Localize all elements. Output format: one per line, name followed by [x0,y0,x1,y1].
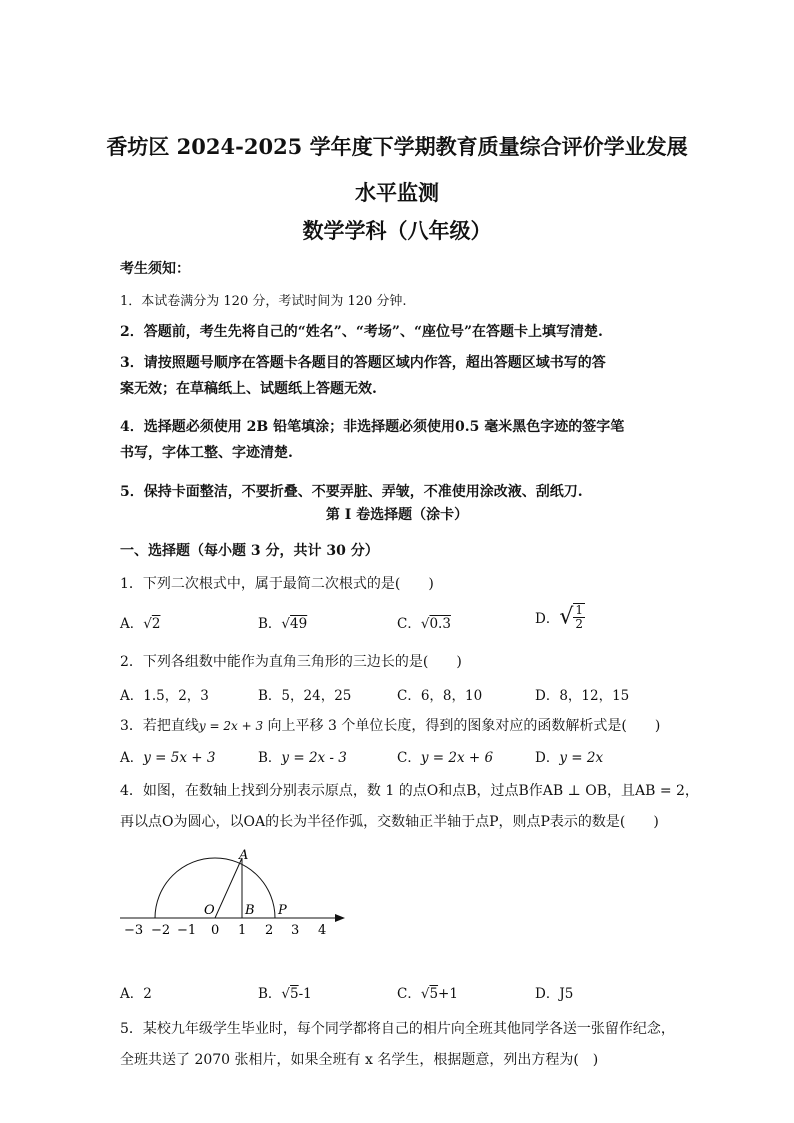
q2-option-a: A．1.5，2，3 [120,688,209,704]
q2-option-c: C．6，8，10 [397,688,483,704]
exam-title-line2: 水平监测 [355,180,439,205]
tick-label: 3 [291,923,300,938]
fraction [573,603,585,631]
q1-option-b [258,612,307,632]
radical-sign: √ [559,604,574,630]
q5-line2: 全班共送了 2070 张相片，如果全班有 x 名学生，根据题意，列出方程为( ) [120,1052,599,1068]
option-suffix: -1 [298,986,312,1002]
q4-line2: 再以点O为圆心，以OA的长为半径作弧，交数轴正半轴于点P，则点P表示的数是( ) [120,814,659,830]
tick-label: −2 [151,923,171,938]
option-expression: y = 5x + 3 [143,750,216,766]
notice-item-4-cont: 书写，字体工整、字迹清楚. [120,445,293,461]
q1-option-c [397,612,451,632]
radical-sign: √ [143,616,152,632]
option-label: C． [397,986,421,1002]
tick-label: 1 [238,923,247,938]
exam-subtitle: 数学学科（八年级） [302,218,492,243]
option-label: C． [397,616,421,632]
option-value: 2 [143,986,152,1002]
q4-line1: 4．如图，在数轴上找到分别表示原点，数 1 的点O和点B，过点B作AB ⊥ OB，且AB = 2， [120,783,699,799]
radicand: 2 [151,616,161,632]
radicand: 5 [429,986,439,1002]
q5-line1: 5．某校九年级学生毕业时，每个同学都将自己的相片向全班其他同学各送一张留作纪念， [120,1021,675,1037]
q4-option-b [258,982,312,1002]
option-expression: y = 2x [559,750,604,766]
q4-option-c [397,982,458,1002]
option-expression: y = 2x + 6 [420,750,494,766]
notice-item-1: 1．本试卷满分为 120 分，考试时间为 120 分钟. [120,294,407,309]
q3-stem-pre: 3．若把直线 [120,718,199,734]
arc [155,858,275,918]
tick-label: −1 [177,923,197,938]
section-heading: 一、选择题（每小题 3 分，共计 30 分） [120,543,379,559]
q2-option-b: B．5，24，25 [258,688,352,704]
q1-option-a [120,612,160,632]
exam-title-line1: 香坊区 2024-2025 学年度下学期教育质量综合评价学业发展 [106,134,688,159]
tick-label: 2 [265,923,274,938]
notice-item-5: 5．保持卡面整洁，不要折叠、不要弄脏、弄皱，不准使用涂改液、刮纸刀. [120,484,583,500]
q4-option-a [120,982,152,1002]
notice-heading: 考生须知： [120,261,190,277]
numerator: 1 [575,603,583,617]
radical-sign: √ [420,616,430,632]
q3-equation: y = 2x + 3 [198,719,264,733]
q3-option-b [258,746,347,766]
segment-oa [215,858,242,918]
option-label: B． [258,616,282,632]
q4-option-d [535,982,573,1002]
option-value: J5 [559,986,574,1002]
radical-sign: √ [281,986,291,1002]
radicand: 49 [290,616,308,632]
option-label: D． [535,750,560,766]
q3-option-c [397,746,493,766]
option-label: A． [120,750,144,766]
notice-item-3-cont: 案无效；在草稿纸上、试题纸上答题无效. [120,381,377,397]
tick-label: 4 [318,923,327,938]
option-expression: y = 2x - 3 [281,750,347,766]
option-label: B． [258,986,282,1002]
q2-option-d: D．8，12，15 [535,688,630,704]
radicand: 5 [290,986,299,1002]
q3-stem [120,715,660,735]
option-label: D． [535,611,560,627]
option-label: A． [120,616,144,632]
q3-option-d [535,746,603,766]
option-label: A． [120,986,144,1002]
denominator: 2 [575,617,583,631]
option-label: D． [535,986,560,1002]
radical-sign: √ [281,616,291,632]
notice-item-4: 4．选择题必须使用 2B 铅笔填涂；非选择题必须使用0.5 毫米黑色字迹的签字笔 [120,419,625,435]
radical-sign: √ [420,986,430,1002]
q2-stem: 2．下列各组数中能作为直角三角形的三边长的是( ) [120,654,462,670]
label-b: B [245,903,255,918]
radicand: 0.3 [429,616,451,632]
q1-stem: 1．下列二次根式中，属于最简二次根式的是( ) [120,576,434,592]
tick-label: 0 [211,923,220,938]
q3-stem-post: 向上平移 3 个单位长度，得到的图象对应的函数解析式是( ) [263,718,661,734]
option-label: B． [258,750,282,766]
arrow-head-icon [335,914,345,922]
notice-item-3: 3．请按照题号顺序在答题卡各题目的答题区域内作答，超出答题区域书写的答 [120,355,606,371]
option-suffix: +1 [438,986,458,1002]
number-line-figure [115,845,355,945]
tick-label: −3 [124,923,144,938]
label-o: O [204,903,215,918]
label-p: P [278,903,287,918]
part-title: 第 I 卷选择题（涂卡） [325,507,469,523]
q3-option-a [120,746,215,766]
notice-item-2: 2．答题前，考生先将自己的“姓名”、“考场”、“座位号”在答题卡上填写清楚. [120,324,603,340]
q1-option-d [535,603,585,631]
label-a: A [239,848,249,863]
option-label: C． [397,750,421,766]
